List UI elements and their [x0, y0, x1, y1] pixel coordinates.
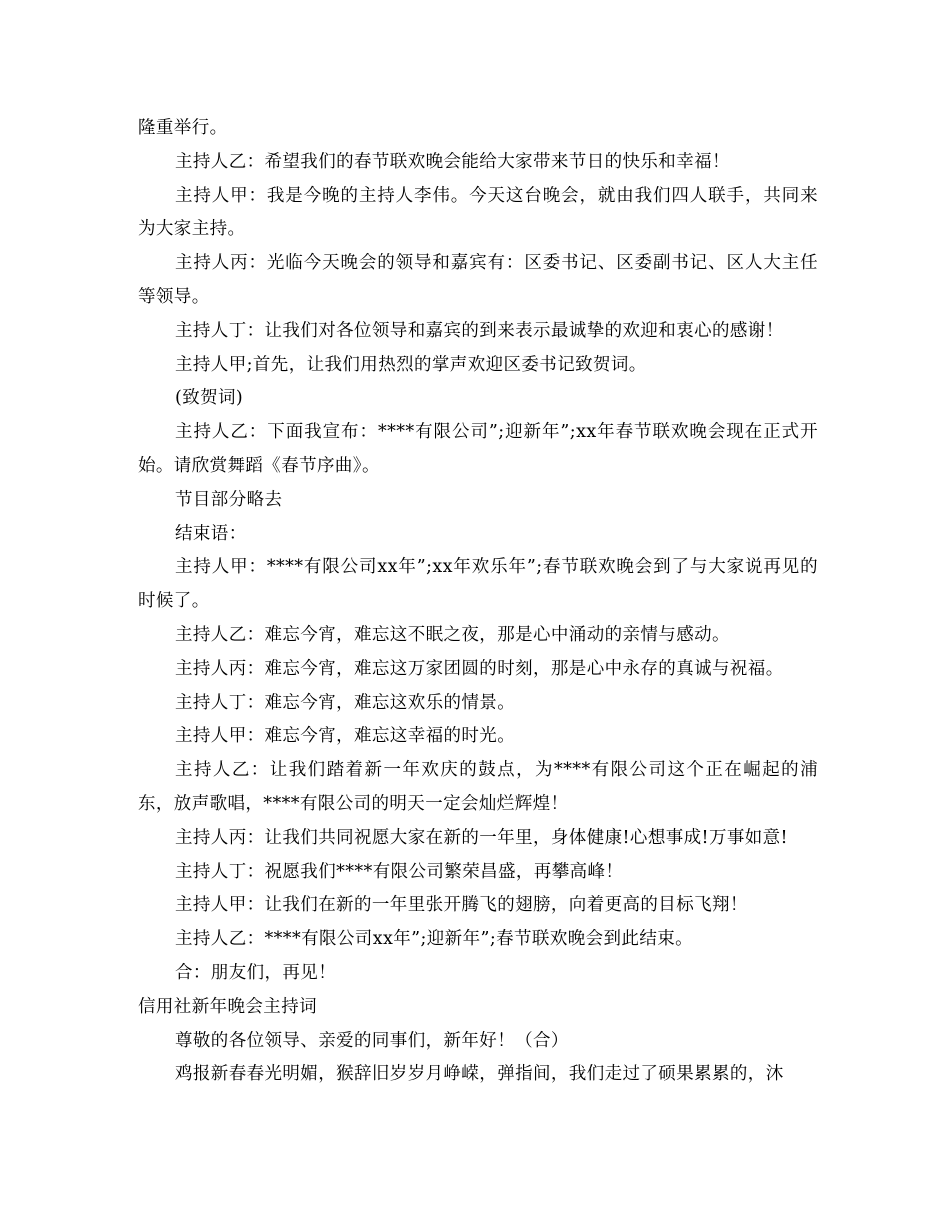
- paragraph: 主持人乙：让我们踏着新一年欢庆的鼓点，为****有限公司这个正在崛起的浦东，放声歌唱，****有限公司的明天一定会灿烂辉煌！: [138, 760, 818, 814]
- paragraph: 隆重举行。: [138, 118, 228, 138]
- paragraph: 主持人丁：让我们对各位领导和嘉宾的到来表示最诚挚的欢迎和衷心的感谢！: [175, 320, 784, 341]
- paragraph: 主持人甲：让我们在新的一年里张开腾飞的翅膀，向着更高的目标飞翔！: [175, 895, 748, 916]
- paragraph: (致贺词): [175, 388, 244, 409]
- paragraph: 主持人乙：****有限公司xx年”;迎新年”;春节联欢晚会到此结束。: [175, 929, 694, 950]
- section-heading: 信用社新年晚会主持词: [138, 996, 317, 1017]
- paragraph: 主持人乙：下面我宣布：****有限公司”;迎新年”;xx年春节联欢晚会现在正式开始。请欣赏舞蹈《春节序曲》。: [138, 422, 818, 476]
- paragraph: 主持人甲：难忘今宵，难忘这幸福的时光。: [175, 726, 516, 747]
- paragraph: 主持人丁：祝愿我们****有限公司繁荣昌盛，再攀高峰！: [175, 861, 624, 882]
- paragraph: 主持人甲;首先，让我们用热烈的掌声欢迎区委书记致贺词。: [175, 354, 647, 375]
- paragraph: 主持人丙：难忘今宵，难忘这万家团圆的时刻，那是心中永存的真诚与祝福。: [175, 658, 784, 679]
- paragraph: 主持人丙：让我们共同祝愿大家在新的一年里，身体健康!心想事成!万事如意!: [175, 827, 788, 848]
- paragraph: 主持人甲：****有限公司xx年”;xx年欢乐年”;春节联欢晚会到了与大家说再见的时候了。: [138, 557, 818, 612]
- paragraph: 主持人乙：希望我们的春节联欢晚会能给大家带来节日的快乐和幸福！: [175, 151, 730, 172]
- paragraph: 节目部分略去: [175, 489, 283, 510]
- paragraph: 主持人乙：难忘今宵，难忘这不眠之夜，那是心中涌动的亲情与感动。: [175, 624, 730, 645]
- paragraph: 尊敬的各位领导、亲爱的同事们，新年好！（合）: [175, 1030, 569, 1051]
- paragraph: 合：朋友们，再见！: [175, 962, 337, 983]
- document-body: [138, 112, 818, 1092]
- paragraph: 结束语：: [175, 523, 247, 544]
- paragraph: 主持人丁：难忘今宵，难忘这欢乐的情景。: [175, 692, 516, 713]
- paragraph: 主持人丙：光临今天晚会的领导和嘉宾有：区委书记、区委副书记、区人大主任等领导。: [138, 253, 818, 307]
- paragraph: 主持人甲：我是今晚的主持人李伟。今天这台晚会，就由我们四人联手，共同来为大家主持。: [138, 185, 818, 240]
- paragraph: 鸡报新春春光明媚，猴辞旧岁岁月峥嵘，弹指间，我们走过了硕果累累的，沐: [175, 1064, 784, 1085]
